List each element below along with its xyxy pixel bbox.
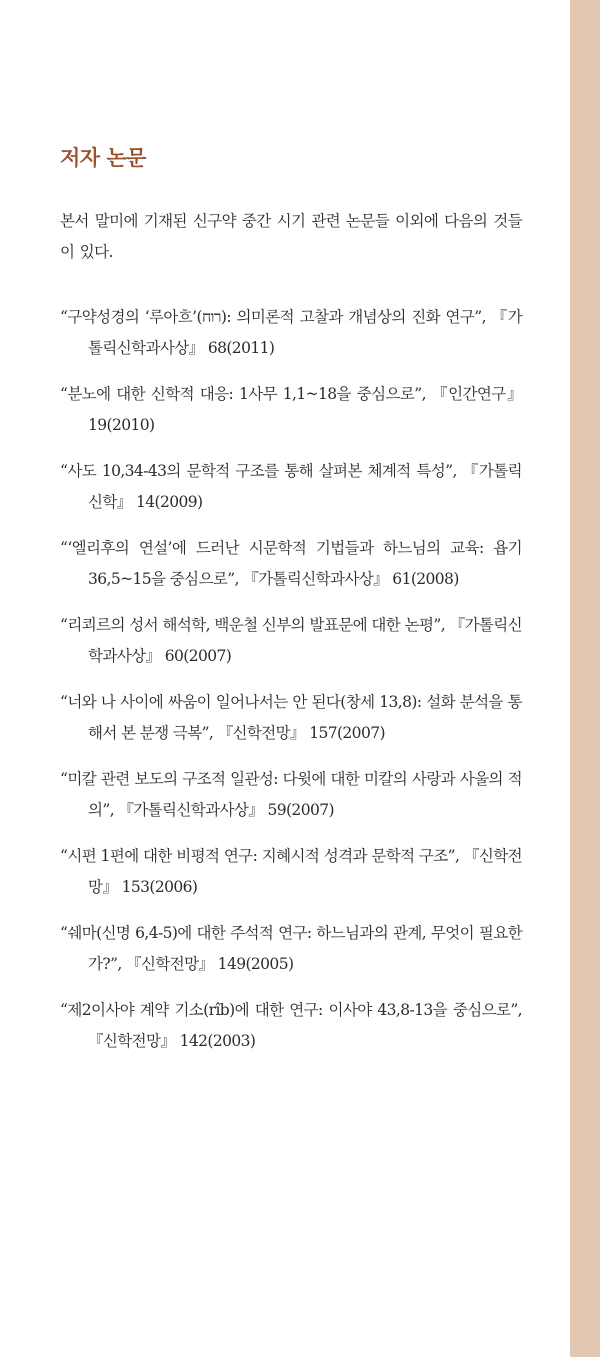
- paper-item: “쉐마(신명 6,4-5)에 대한 주석적 연구: 하느님과의 관계, 무엇이 필요한가?”, 『신학전망』 149(2005): [60, 924, 522, 973]
- page-content: [60, 140, 522, 1072]
- papers-list: [60, 302, 522, 1057]
- page-edge-strip: [570, 0, 600, 1357]
- paper-item: “시편 1편에 대한 비평적 연구: 지혜시적 성격과 문학적 구조”, 『신학전망』 153(2006): [60, 847, 522, 896]
- paper-item: “구약성경의 ‘루아흐’(רוח): 의미론적 고찰과 개념상의 진화 연구”, 『가톨릭신학과사상』 68(2011): [60, 308, 522, 357]
- paper-item: “리쾨르의 성서 해석학, 백운철 신부의 발표문에 대한 논평”, 『가톨릭신학과사상』 60(2007): [60, 616, 522, 665]
- paper-item: “미칼 관련 보도의 구조적 일관성: 다윗에 대한 미칼의 사랑과 사울의 적의”, 『가톨릭신학과사상』 59(2007): [60, 770, 522, 819]
- section-title: 저자 논문: [60, 146, 146, 170]
- paper-item: “분노에 대한 신학적 대응: 1사무 1,1~18을 중심으로”, 『인간연구』 19(2010): [60, 385, 522, 434]
- paper-item: “‘엘리후의 연설’에 드러난 시문학적 기법들과 하느님의 교육: 욥기 36,5~15을 중심으로”, 『가톨릭신학과사상』 61(2008): [60, 539, 522, 588]
- paper-item: “제2이사야 계약 기소(rîb)에 대한 연구: 이사야 43,8-13을 중심으로”, 『신학전망』 142(2003): [60, 1001, 522, 1050]
- paper-item: “너와 나 사이에 싸움이 일어나서는 안 된다(창세 13,8): 설화 분석을 통해서 본 분쟁 극복”, 『신학전망』 157(2007): [60, 693, 522, 742]
- paper-item: “사도 10,34-43의 문학적 구조를 통해 살펴본 체계적 특성”, 『가톨릭신학』 14(2009): [60, 462, 522, 511]
- intro-paragraph: 본서 말미에 기재된 신구약 중간 시기 관련 논문들 이외에 다음의 것들이 있다.: [60, 212, 522, 261]
